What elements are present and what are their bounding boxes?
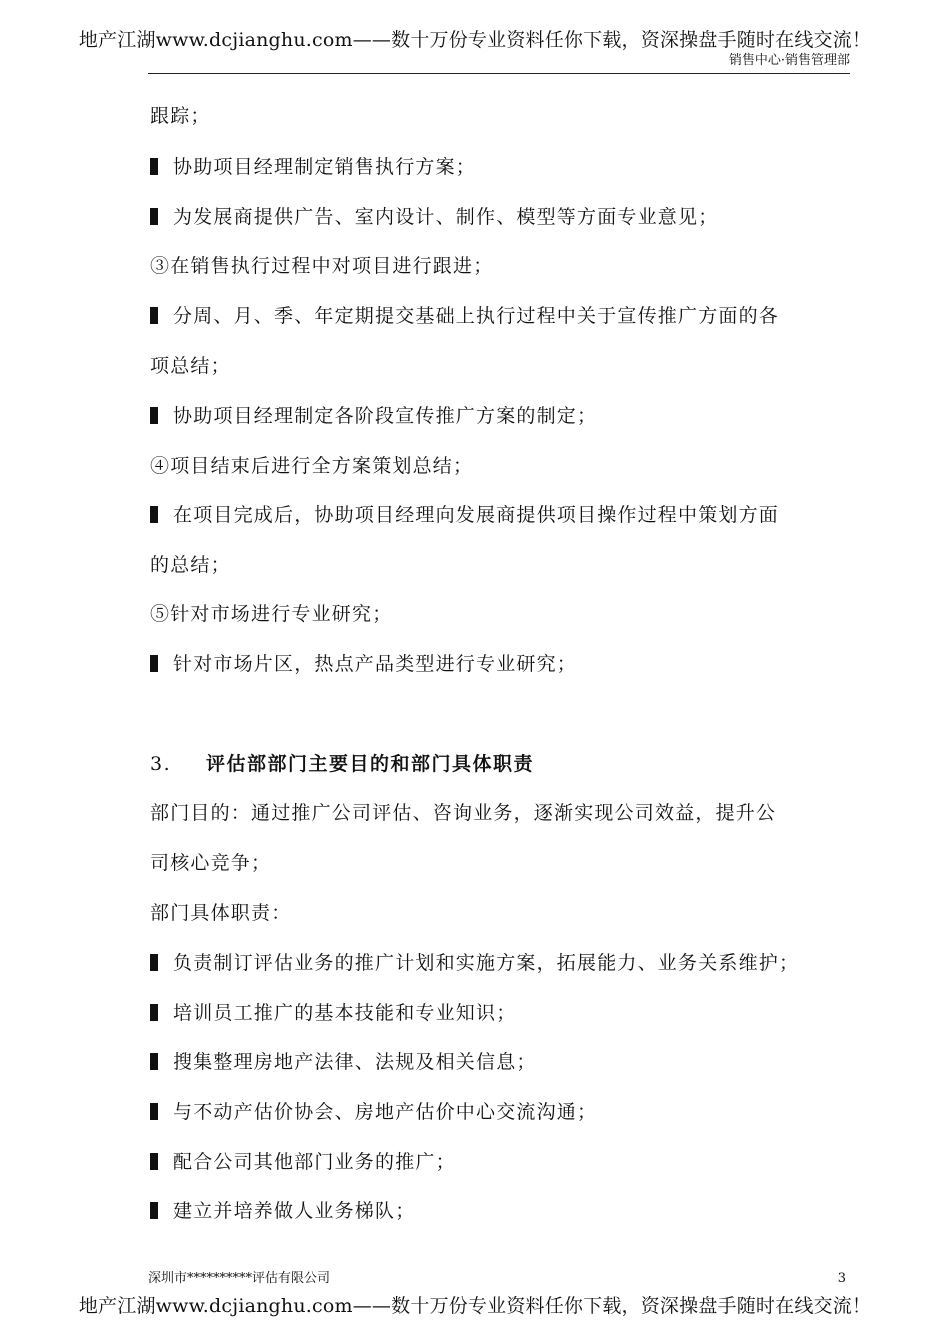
section-title: 评估部部门主要目的和部门具体职责 xyxy=(206,753,535,775)
footer-company: 深圳市**********评估有限公司 xyxy=(148,1271,331,1286)
bullet-item: 协助项目经理制定各阶段宣传推广方案的制定； xyxy=(150,404,850,428)
bullet-item: 分周、月、季、年定期提交基础上执行过程中关于宣传推广方面的各 xyxy=(150,304,850,328)
bullet-icon xyxy=(150,1153,158,1170)
header-rule xyxy=(148,73,850,74)
bullet-item: 协助项目经理制定销售执行方案； xyxy=(150,155,850,179)
bullet-icon xyxy=(150,506,158,523)
bullet-icon xyxy=(150,1053,158,1070)
bullet-icon xyxy=(150,1103,158,1120)
header-department: 销售中心·销售管理部 xyxy=(728,53,850,68)
bullet-icon xyxy=(150,158,158,175)
bullet-icon xyxy=(150,407,158,424)
body-line: ③在销售执行过程中对项目进行跟进； xyxy=(150,255,494,277)
bullet-item: 培训员工推广的基本技能和专业知识； xyxy=(150,1001,850,1025)
bullet-icon xyxy=(150,954,158,971)
section-heading xyxy=(150,752,850,776)
body-line: 部门目的：通过推广公司评估、咨询业务，逐渐实现公司效益，提升公 xyxy=(150,802,777,824)
bullet-item: 配合公司其他部门业务的推广； xyxy=(150,1150,850,1174)
body-line: 项总结； xyxy=(150,355,231,377)
page-number: 3 xyxy=(837,1271,846,1286)
bullet-icon xyxy=(150,1202,158,1219)
bullet-item: 在项目完成后，协助项目经理向发展商提供项目操作过程中策划方面 xyxy=(150,503,850,527)
bullet-item: 建立并培养做人业务梯队； xyxy=(150,1199,850,1223)
body-line: ⑤针对市场进行专业研究； xyxy=(150,603,393,625)
bullet-icon xyxy=(150,655,158,672)
body-line: 司核心竞争； xyxy=(150,852,272,874)
bullet-icon xyxy=(150,307,158,324)
top-banner: 地产江湖www.dcjianghu.com——数十万份专业资料任你下载，资深操盘手随时在线交流！ xyxy=(78,29,872,51)
body-line: 的总结； xyxy=(150,554,231,576)
bullet-item: 针对市场片区，热点产品类型进行专业研究； xyxy=(150,652,850,676)
bottom-banner: 地产江湖www.dcjianghu.com——数十万份专业资料任你下载，资深操盘手随时在线交流！ xyxy=(78,1295,872,1317)
bullet-item: 负责制订评估业务的推广计划和实施方案，拓展能力、业务关系维护； xyxy=(150,951,850,975)
bullet-item: 搜集整理房地产法律、法规及相关信息； xyxy=(150,1050,850,1074)
bullet-icon xyxy=(150,208,158,225)
body-line: 跟踪； xyxy=(150,105,211,127)
bullet-item: 为发展商提供广告、室内设计、制作、模型等方面专业意见； xyxy=(150,205,850,229)
body-line: ④项目结束后进行全方案策划总结； xyxy=(150,455,474,477)
bullet-item: 与不动产估价协会、房地产估价中心交流沟通； xyxy=(150,1100,850,1124)
body-line: 部门具体职责： xyxy=(150,902,292,924)
section-number: 3. xyxy=(150,753,172,775)
bullet-icon xyxy=(150,1004,158,1021)
